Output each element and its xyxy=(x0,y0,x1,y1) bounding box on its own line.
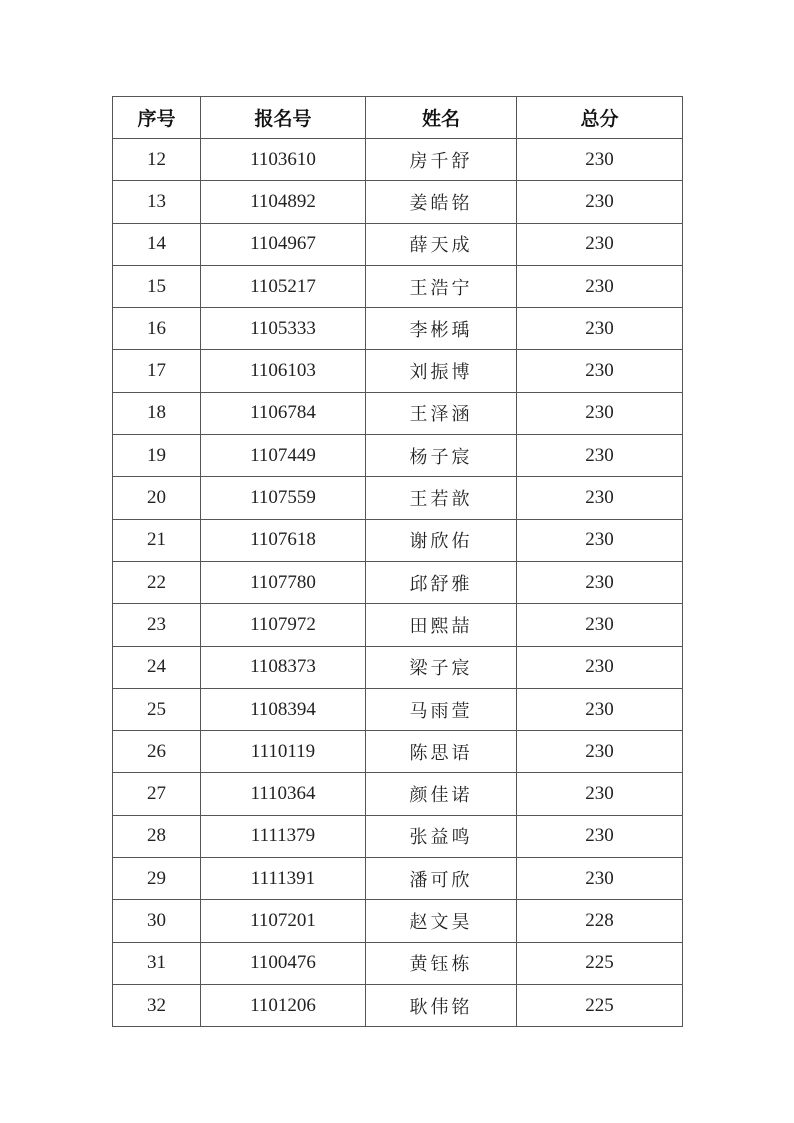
cell-index: 26 xyxy=(113,731,201,773)
cell-index: 15 xyxy=(113,265,201,307)
cell-reg-no: 1107201 xyxy=(201,900,366,942)
cell-reg-no: 1107780 xyxy=(201,561,366,603)
table-row xyxy=(113,308,683,350)
cell-total: 230 xyxy=(517,561,683,603)
table-row xyxy=(113,984,683,1026)
cell-name: 谢欣佑 xyxy=(366,519,517,561)
cell-total: 230 xyxy=(517,646,683,688)
cell-index: 20 xyxy=(113,477,201,519)
cell-index: 24 xyxy=(113,646,201,688)
cell-total: 230 xyxy=(517,265,683,307)
cell-name: 王浩宁 xyxy=(366,265,517,307)
cell-name: 黄钰栋 xyxy=(366,942,517,984)
cell-name: 耿伟铭 xyxy=(366,984,517,1026)
cell-reg-no: 1106784 xyxy=(201,392,366,434)
cell-total: 230 xyxy=(517,181,683,223)
cell-index: 13 xyxy=(113,181,201,223)
cell-index: 21 xyxy=(113,519,201,561)
header-reg-no: 报名号 xyxy=(201,97,366,139)
table-row xyxy=(113,900,683,942)
table-row xyxy=(113,181,683,223)
table-row xyxy=(113,265,683,307)
cell-total: 230 xyxy=(517,858,683,900)
cell-name: 王若歆 xyxy=(366,477,517,519)
cell-name: 颜佳诺 xyxy=(366,773,517,815)
cell-index: 12 xyxy=(113,139,201,181)
cell-reg-no: 1107972 xyxy=(201,604,366,646)
cell-index: 28 xyxy=(113,815,201,857)
cell-total: 228 xyxy=(517,900,683,942)
cell-reg-no: 1110119 xyxy=(201,731,366,773)
cell-reg-no: 1111379 xyxy=(201,815,366,857)
cell-name: 薛天成 xyxy=(366,223,517,265)
cell-total: 230 xyxy=(517,519,683,561)
table-row xyxy=(113,604,683,646)
cell-total: 230 xyxy=(517,773,683,815)
cell-index: 16 xyxy=(113,308,201,350)
table-row xyxy=(113,942,683,984)
table-row xyxy=(113,139,683,181)
cell-total: 230 xyxy=(517,477,683,519)
cell-total: 230 xyxy=(517,731,683,773)
cell-index: 32 xyxy=(113,984,201,1026)
cell-reg-no: 1111391 xyxy=(201,858,366,900)
table-row xyxy=(113,561,683,603)
cell-reg-no: 1106103 xyxy=(201,350,366,392)
cell-name: 姜皓铭 xyxy=(366,181,517,223)
cell-name: 田熙喆 xyxy=(366,604,517,646)
cell-reg-no: 1108373 xyxy=(201,646,366,688)
cell-index: 30 xyxy=(113,900,201,942)
cell-total: 225 xyxy=(517,984,683,1026)
cell-name: 房千舒 xyxy=(366,139,517,181)
cell-total: 230 xyxy=(517,350,683,392)
cell-total: 230 xyxy=(517,139,683,181)
cell-index: 14 xyxy=(113,223,201,265)
header-index: 序号 xyxy=(113,97,201,139)
cell-name: 刘振博 xyxy=(366,350,517,392)
cell-name: 陈思语 xyxy=(366,731,517,773)
header-total: 总分 xyxy=(517,97,683,139)
cell-reg-no: 1101206 xyxy=(201,984,366,1026)
cell-name: 张益鸣 xyxy=(366,815,517,857)
cell-reg-no: 1100476 xyxy=(201,942,366,984)
cell-reg-no: 1105333 xyxy=(201,308,366,350)
table-row xyxy=(113,858,683,900)
cell-total: 230 xyxy=(517,308,683,350)
cell-total: 230 xyxy=(517,435,683,477)
cell-index: 29 xyxy=(113,858,201,900)
cell-total: 230 xyxy=(517,815,683,857)
table-row xyxy=(113,688,683,730)
cell-reg-no: 1108394 xyxy=(201,688,366,730)
table-row xyxy=(113,350,683,392)
table-row xyxy=(113,477,683,519)
cell-name: 邱舒雅 xyxy=(366,561,517,603)
cell-total: 230 xyxy=(517,604,683,646)
cell-reg-no: 1104967 xyxy=(201,223,366,265)
cell-reg-no: 1104892 xyxy=(201,181,366,223)
table-row xyxy=(113,223,683,265)
cell-index: 25 xyxy=(113,688,201,730)
cell-reg-no: 1107449 xyxy=(201,435,366,477)
table-row xyxy=(113,519,683,561)
cell-reg-no: 1103610 xyxy=(201,139,366,181)
cell-name: 赵文昊 xyxy=(366,900,517,942)
cell-name: 杨子宸 xyxy=(366,435,517,477)
table-row xyxy=(113,815,683,857)
cell-index: 19 xyxy=(113,435,201,477)
cell-index: 22 xyxy=(113,561,201,603)
cell-name: 李彬瑀 xyxy=(366,308,517,350)
header-name: 姓名 xyxy=(366,97,517,139)
cell-reg-no: 1110364 xyxy=(201,773,366,815)
header-row xyxy=(113,97,683,139)
cell-total: 230 xyxy=(517,223,683,265)
cell-index: 27 xyxy=(113,773,201,815)
cell-index: 18 xyxy=(113,392,201,434)
cell-name: 马雨萱 xyxy=(366,688,517,730)
cell-total: 225 xyxy=(517,942,683,984)
table-row xyxy=(113,646,683,688)
cell-total: 230 xyxy=(517,392,683,434)
cell-total: 230 xyxy=(517,688,683,730)
cell-index: 23 xyxy=(113,604,201,646)
cell-reg-no: 1105217 xyxy=(201,265,366,307)
score-table xyxy=(112,96,683,1027)
cell-name: 梁子宸 xyxy=(366,646,517,688)
cell-index: 31 xyxy=(113,942,201,984)
table-body xyxy=(113,139,683,1027)
table-row xyxy=(113,435,683,477)
cell-reg-no: 1107618 xyxy=(201,519,366,561)
cell-index: 17 xyxy=(113,350,201,392)
table-row xyxy=(113,773,683,815)
cell-name: 王泽涵 xyxy=(366,392,517,434)
cell-reg-no: 1107559 xyxy=(201,477,366,519)
cell-name: 潘可欣 xyxy=(366,858,517,900)
table-row xyxy=(113,392,683,434)
table-header xyxy=(113,97,683,139)
table-row xyxy=(113,731,683,773)
